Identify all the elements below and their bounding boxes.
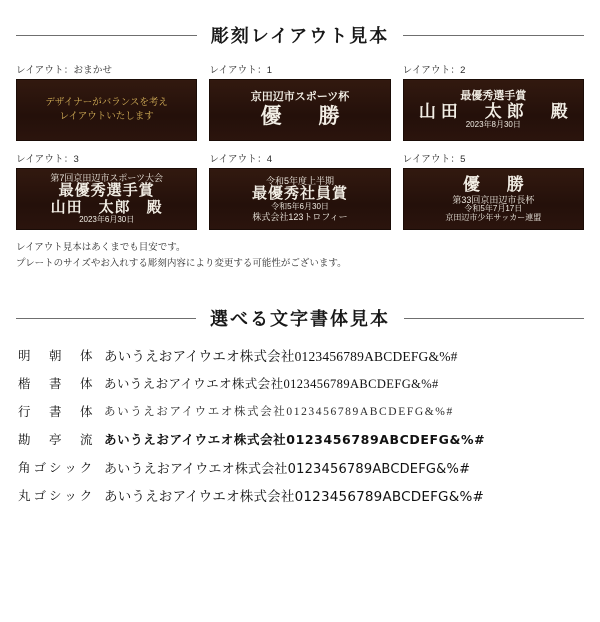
font-sample-text: あいうえおアイウエオ株式会社0123456789ABCDEFG&%# [104, 489, 484, 506]
plate-cell [209, 151, 390, 230]
font-sample-table [0, 331, 600, 509]
font-sample-text: あいうえおアイウエオ株式会社0123456789ABCDEFG&%# [104, 406, 454, 419]
plate-line: デザイナーがバランスを考え [45, 97, 168, 109]
plate-preview-omakase [16, 79, 197, 141]
plate-line: 京田辺市スポーツ杯 [250, 91, 350, 104]
plate-cell [403, 62, 584, 141]
font-sample-row [18, 369, 582, 397]
plate-line: 京田辺市少年サッカー連盟 [445, 212, 542, 222]
layout-note [0, 230, 600, 271]
plate-line: 優 勝 [260, 105, 348, 129]
plate-line: 最優秀選手賞 [58, 181, 155, 199]
plate-label: レイアウト：おまかせ [16, 65, 113, 76]
font-heading-text: 選べる文字書体見本 [210, 309, 390, 330]
heading-rule-left [16, 35, 197, 36]
font-sample-row [18, 341, 582, 369]
plate-line: 第33回京田辺市長杯 [452, 194, 535, 205]
font-sample-row [18, 453, 582, 481]
plate-line: 山田 太郎 殿 [50, 198, 163, 216]
plate-grid [0, 48, 600, 230]
plate-line: 令和5年7月17日 [464, 203, 523, 213]
note-line-2: プレートのサイズやお入れする彫刻内容により変更する可能性がございます。 [16, 257, 347, 269]
font-sample-row [18, 425, 582, 453]
plate-preview-1 [209, 79, 390, 141]
font-sample-text: あいうえおアイウエオ株式会社0123456789ABCDEFG&%# [104, 461, 471, 477]
font-name-label: 楷 書 体 [18, 377, 96, 392]
plate-line: 優 勝 [462, 175, 529, 195]
plate-label: レイアウト：2 [402, 65, 466, 76]
plate-line: レイアウトいたします [59, 111, 154, 122]
plate-line: 令和5年度上半期 [265, 176, 334, 187]
font-section-heading [0, 305, 600, 331]
font-name-label: 明 朝 体 [18, 349, 96, 364]
plate-preview-5 [403, 168, 584, 230]
plate-cell [209, 62, 390, 141]
plate-cell [16, 62, 197, 141]
font-sample-row [18, 397, 582, 425]
plate-line: 第7回京田辺市スポーツ大会 [50, 172, 163, 183]
plate-line: 山田 太郎 殿 [418, 102, 573, 122]
layout-section-heading [0, 22, 600, 48]
plate-line: 2023年8月30日 [465, 120, 521, 130]
plate-label: レイアウト：5 [402, 154, 466, 165]
plate-cell [403, 151, 584, 230]
plate-line: 最優秀選手賞 [460, 89, 527, 102]
plate-line: 株式会社123トロフィー [252, 211, 348, 222]
plate-line: 最優秀社員賞 [251, 185, 348, 203]
font-sample-row [18, 481, 582, 509]
font-sample-text: あいうえおアイウエオ株式会社0123456789ABCDEFG&%# [104, 349, 458, 365]
plate-label: レイアウト：3 [16, 154, 79, 165]
plate-label: レイアウト：4 [209, 154, 273, 165]
plate-line: 令和5年6月30日 [271, 201, 329, 211]
heading-rule-right [403, 35, 584, 36]
heading-rule-right [404, 318, 584, 319]
plate-label: レイアウト：1 [209, 65, 273, 76]
page-root [0, 22, 600, 622]
plate-preview-3 [16, 168, 197, 230]
plate-preview-2 [403, 79, 584, 141]
font-name-label: 角ゴシック [18, 461, 96, 476]
font-sample-text: あいうえおアイウエオ株式会社0123456789ABCDEFG&%# [104, 432, 486, 448]
plate-line: 2023年6月30日 [79, 215, 135, 225]
font-sample-text: あいうえおアイウエオ株式会社0123456789ABCDEFG&%# [104, 377, 439, 392]
plate-cell [16, 151, 197, 230]
font-name-label: 勘 亭 流 [18, 433, 96, 448]
plate-preview-4 [209, 168, 390, 230]
note-line-1: レイアウト見本はあくまでも目安です。 [16, 242, 186, 253]
layout-heading-text: 彫刻レイアウト見本 [210, 26, 390, 46]
font-name-label: 丸ゴシック [18, 489, 96, 504]
heading-rule-left [16, 318, 196, 319]
font-name-label: 行 書 体 [18, 405, 96, 420]
